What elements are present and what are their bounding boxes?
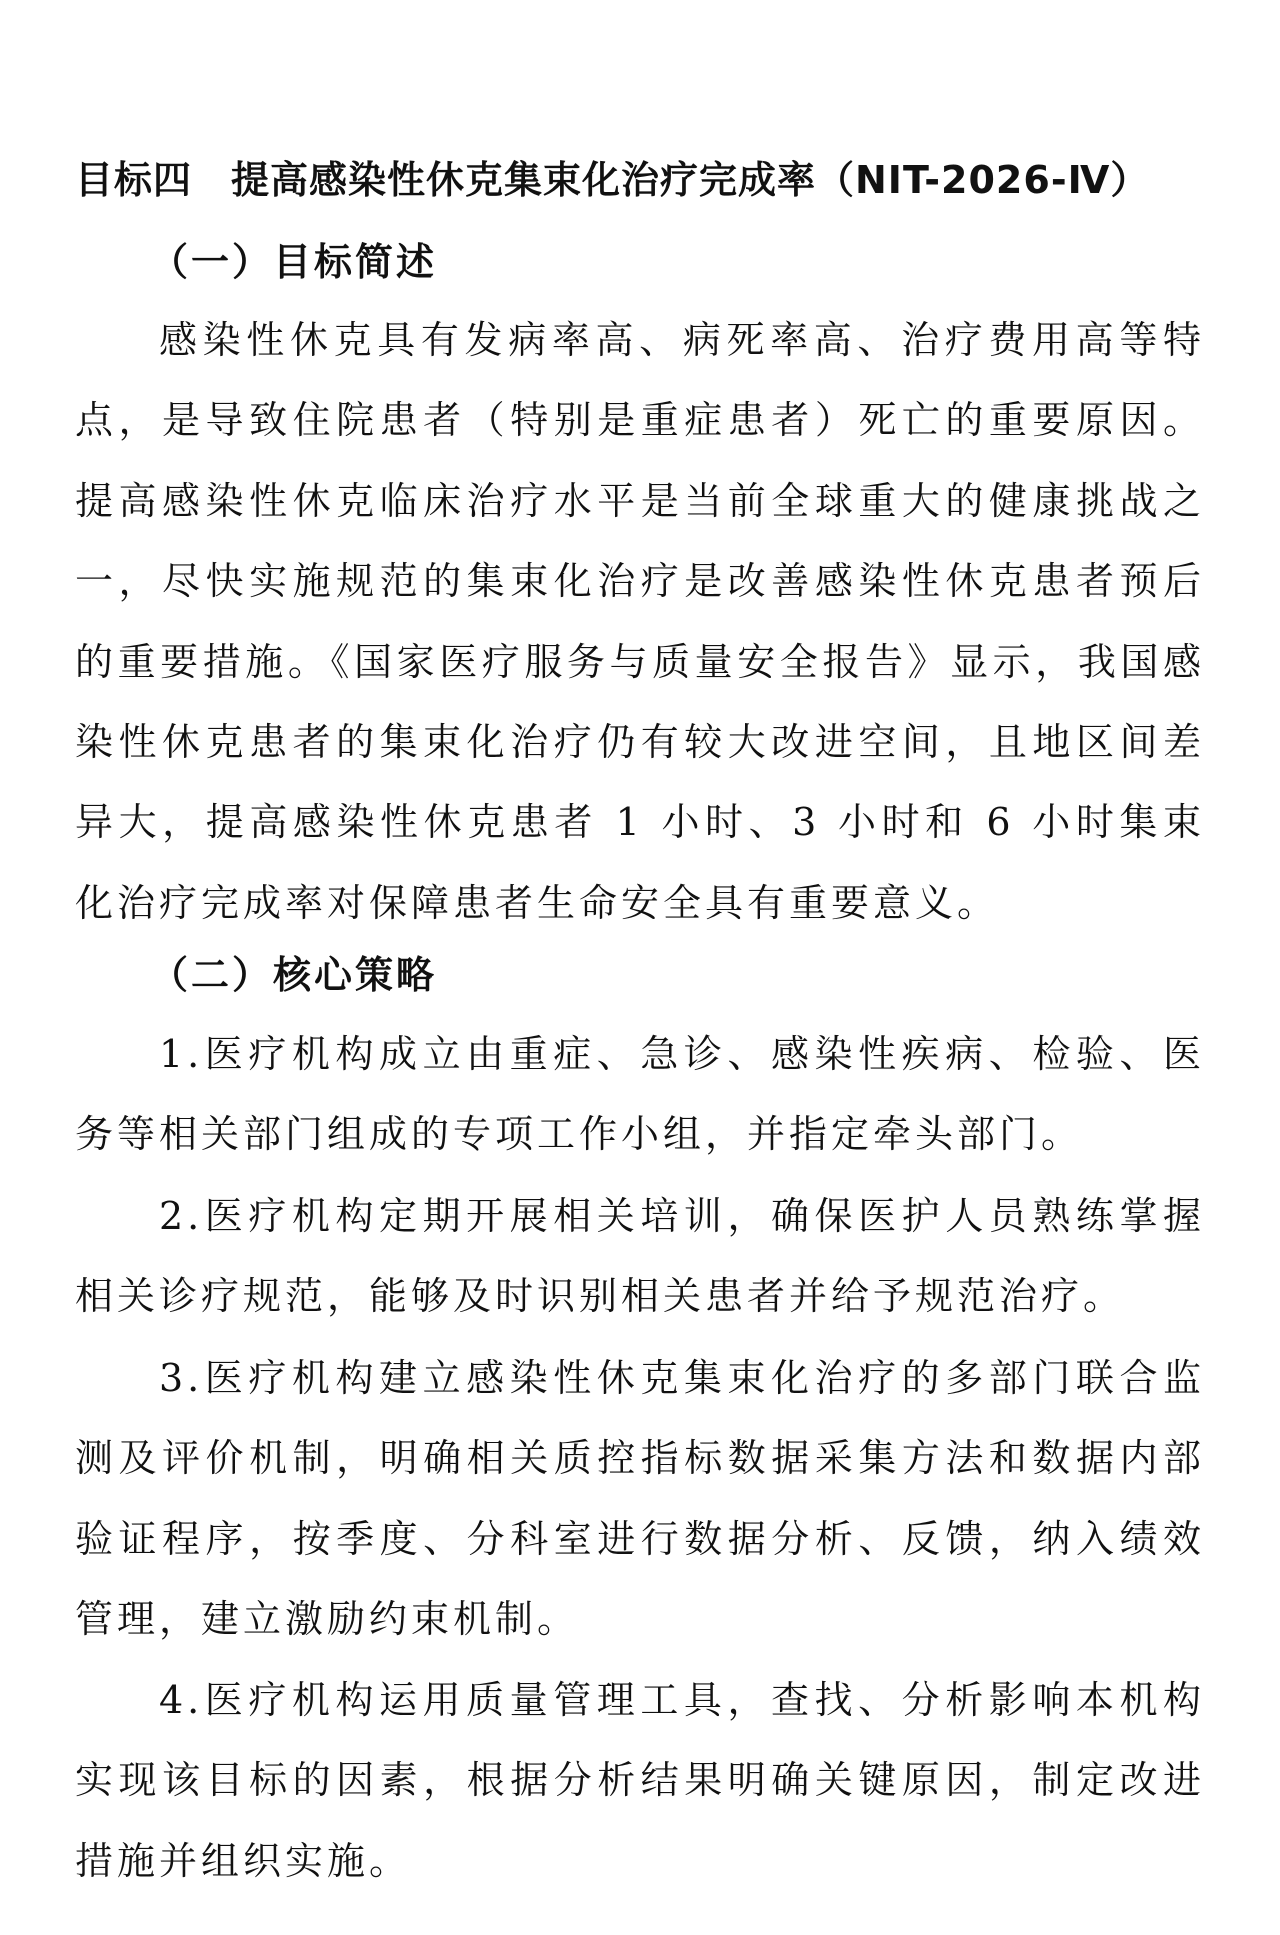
section-heading-summary: （一）目标简述 [150,240,438,284]
strategy-item-4: 4.医疗机构运用质量管理工具，查找、分析影响本机构实现该目标的因素，根据分析结果明确关键原因，制定改进措施并组织实施。 [75,1678,1205,1883]
strategy-item-2: 2.医疗机构定期开展相关培训，确保医护人员熟练掌握相关诊疗规范，能够及时识别相关患者并给予规范治疗。 [75,1194,1205,1319]
summary-paragraph: 感染性休克具有发病率高、病死率高、治疗费用高等特点，是导致住院患者（特别是重症患者）死亡的重要原因。提高感染性休克临床治疗水平是当前全球重大的健康挑战之一，尽快实施规范的集束化治疗是改善感染性休克患者预后的重要措施。《国家医疗服务与质量安全报告》显示，我国感染性休克患者的集束化治疗仍有较大改进空间，且地区间差异大，提高感染性休克患者 1 小时、3 小时和 6 小时集束化治疗完成率对保障患者生命安全具有重要意义。 [75,318,1205,925]
document-title: 目标四 提高感染性休克集束化治疗完成率（NIT-2026-Ⅳ） [75,158,1150,202]
strategy-item-1: 1.医疗机构成立由重症、急诊、感染性疾病、检验、医务等相关部门组成的专项工作小组，并指定牵头部门。 [75,1032,1205,1157]
section-heading-strategy: （二）核心策略 [150,953,438,997]
strategy-item-3: 3.医疗机构建立感染性休克集束化治疗的多部门联合监测及评价机制，明确相关质控指标数据采集方法和数据内部验证程序，按季度、分科室进行数据分析、反馈，纳入绩效管理，建立激励约束机制。 [75,1356,1205,1642]
